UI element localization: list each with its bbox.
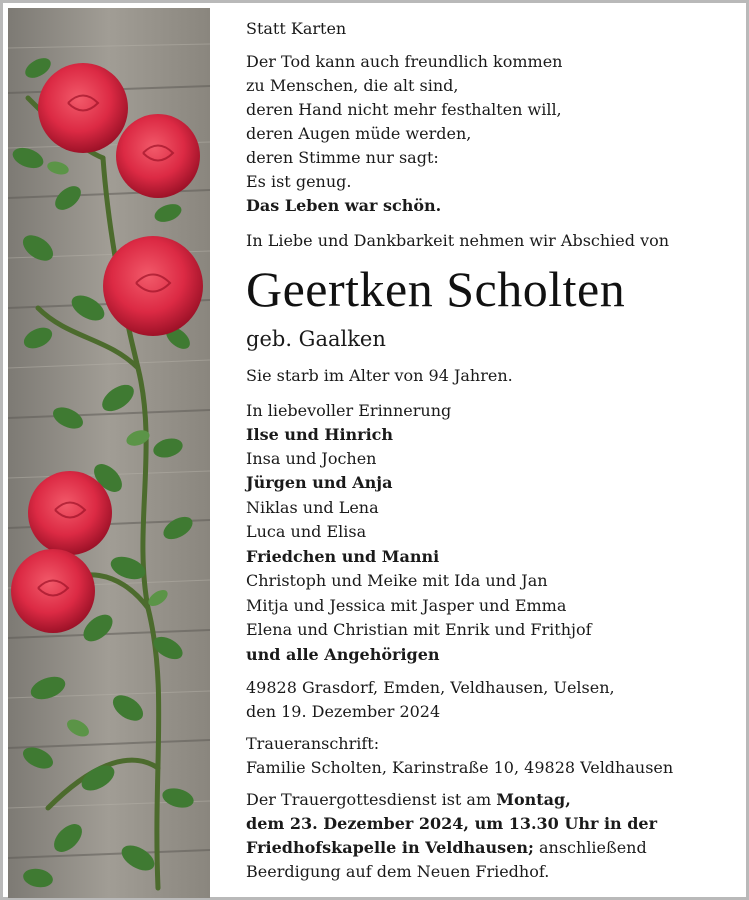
date: den 19. Dezember 2024 <box>246 702 441 721</box>
address-label: Traueranschrift: <box>246 734 380 753</box>
service-date-time: dem 23. Dezember 2024, um 13.30 Uhr in der <box>246 814 658 833</box>
maiden-name: geb. Gaalken <box>246 327 386 351</box>
mourner-line: Elena und Christian mit Enrik und Frithjof <box>246 620 592 639</box>
statt-karten: Statt Karten <box>246 19 347 38</box>
service-text: Der Trauergottesdienst ist am <box>246 790 497 809</box>
address-value: Familie Scholten, Karinstraße 10, 49828 Veldhausen <box>246 758 674 777</box>
service-line-1 <box>246 788 571 812</box>
mourner-line: Mitja und Jessica mit Jasper und Emma <box>246 596 567 615</box>
service-day: Montag, <box>496 790 571 809</box>
mourner-line: Jürgen und Anja <box>246 473 393 492</box>
climbing-roses-image <box>8 8 210 898</box>
poem-line: Der Tod kann auch freundlich kommen <box>246 52 563 71</box>
mourner-line: Christoph und Meike mit Ida und Jan <box>246 571 548 590</box>
mourner-line: Friedchen und Manni <box>246 547 440 566</box>
service-location: Friedhofskapelle in Veldhausen; <box>246 838 534 857</box>
poem-closing: Das Leben war schön. <box>246 196 442 215</box>
mourner-line: Niklas und Lena <box>246 498 379 517</box>
mourners-intro: In liebevoller Erinnerung <box>246 401 452 420</box>
farewell-intro: In Liebe und Dankbarkeit nehmen wir Abschied von <box>246 231 670 250</box>
poem-line: zu Menschen, die alt sind, <box>246 76 459 95</box>
mourner-line: und alle Angehörigen <box>246 645 440 664</box>
service-text: anschließend <box>533 838 647 857</box>
mourner-line: Insa und Jochen <box>246 449 377 468</box>
service-line-3 <box>246 836 647 860</box>
mourner-line: Ilse und Hinrich <box>246 425 394 444</box>
poem-line: deren Hand nicht mehr festhalten will, <box>246 100 562 119</box>
deceased-name: Geertken Scholten <box>246 261 626 317</box>
poem-line: deren Augen müde werden, <box>246 124 472 143</box>
poem-line: deren Stimme nur sagt: <box>246 148 439 167</box>
burial-text: Beerdigung auf dem Neuen Friedhof. <box>246 862 550 881</box>
rose-photo <box>8 8 210 898</box>
mourner-line: Luca und Elisa <box>246 522 367 541</box>
places: 49828 Grasdorf, Emden, Veldhausen, Uelsen, <box>246 678 615 697</box>
age-text: Sie starb im Alter von 94 Jahren. <box>246 366 513 385</box>
poem-line: Es ist genug. <box>246 172 352 191</box>
